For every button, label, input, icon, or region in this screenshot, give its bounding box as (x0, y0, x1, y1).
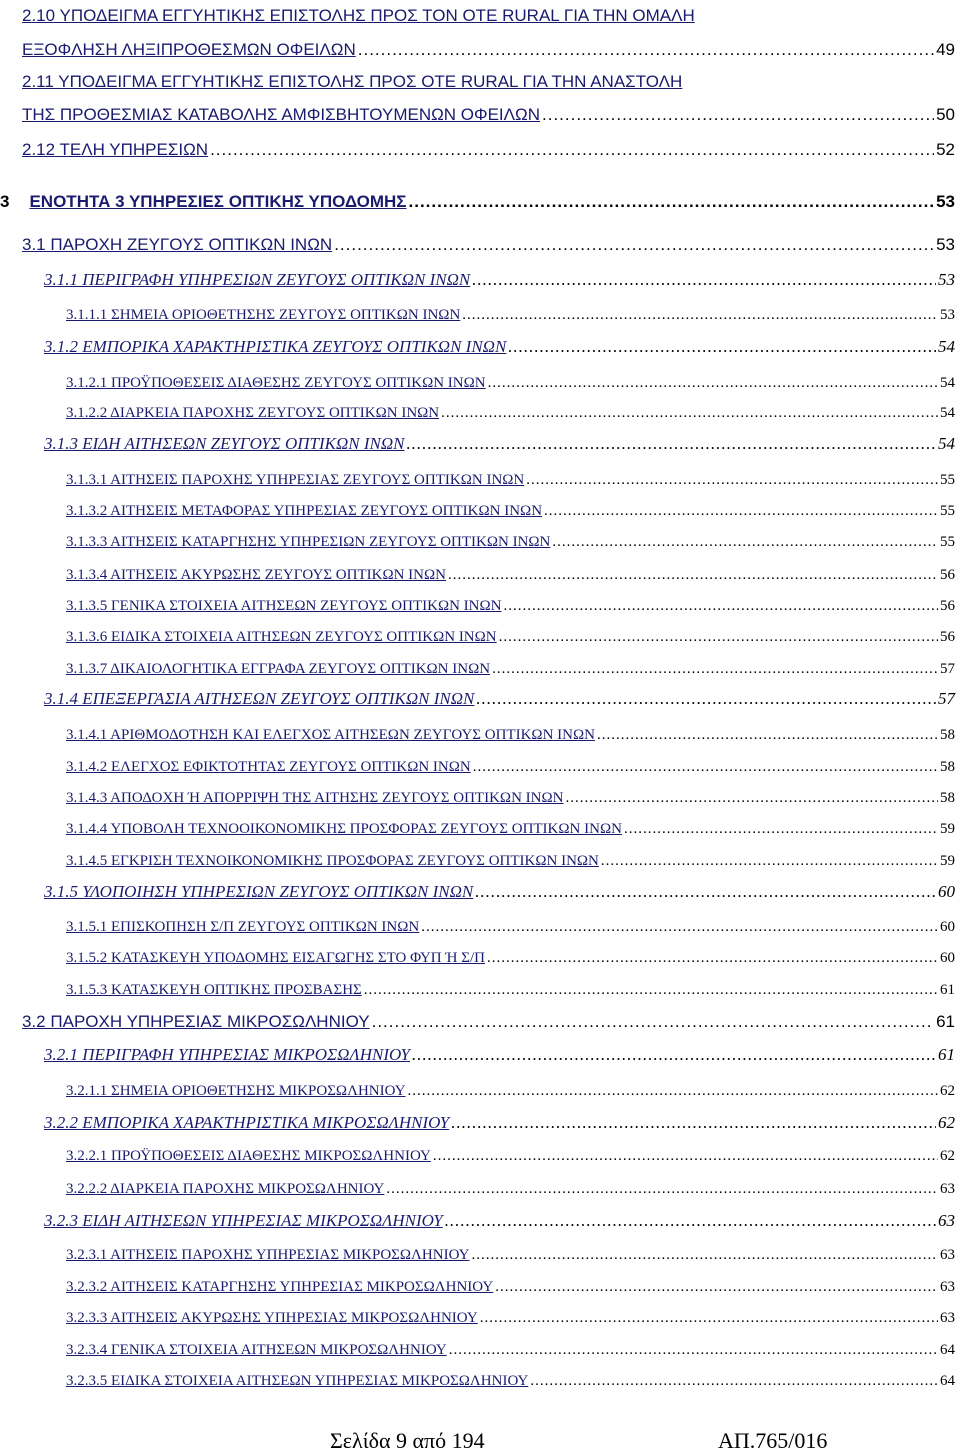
toc-entry-title[interactable]: 3.1.3.1 ΑΙΤΗΣΕΙΣ ΠΑΡΟΧΗΣ ΥΠΗΡΕΣΙΑΣ ΖΕΥΓΟΥΣ ΟΠΤΙΚΩΝ ΙΝΩΝ (66, 472, 525, 488)
toc-entry[interactable] (66, 368, 955, 392)
toc-entry-title[interactable]: 3.1 ΠΑΡΟΧΗ ΖΕΥΓΟΥΣ ΟΠΤΙΚΩΝ ΙΝΩΝ (22, 235, 333, 254)
toc-entry[interactable] (66, 752, 955, 776)
toc-page-number: 60 (940, 950, 955, 966)
toc-leader-dots (508, 337, 936, 357)
toc-leader-dots (495, 1279, 938, 1296)
toc-entry-title[interactable]: 3.1.1 ΠΕΡΙΓΡΑΦΗ ΥΠΗΡΕΣΙΩΝ ΖΕΥΓΟΥΣ ΟΠΤΙΚΩΝ ΙΝΩΝ (44, 270, 471, 289)
toc-entry-title[interactable]: 3.1.4.1 ΑΡΙΘΜΟΔΟΤΗΣΗ ΚΑΙ ΕΛΕΓΧΟΣ ΑΙΤΗΣΕΩΝ ΖΕΥΓΟΥΣ ΟΠΤΙΚΩΝ ΙΝΩΝ (66, 727, 595, 743)
toc-entry-title[interactable]: 2.11 ΥΠΟΔΕΙΓΜΑ ΕΓΓΥΗΤΙΚΗΣ ΕΠΙΣΤΟΛΗΣ ΠΡΟΣ ΟΤΕ RURAL ΓΙΑ ΤΗΝ ΑΝΑΣΤΟΛΗ (22, 72, 683, 91)
toc-entry[interactable] (22, 231, 955, 255)
toc-entry[interactable] (44, 1109, 955, 1133)
toc-page-number: 54 (938, 434, 955, 453)
toc-page-number: 55 (940, 534, 955, 550)
toc-entry-title[interactable]: 3.1.5 ΥΛΟΠΟΙΗΣΗ ΥΠΗΡΕΣΙΩΝ ΖΕΥΓΟΥΣ ΟΠΤΙΚΩΝ ΙΝΩΝ (44, 882, 474, 901)
toc-page-number: 62 (940, 1083, 955, 1099)
toc-entry-title[interactable]: ΕΞΟΦΛΗΣΗ ΛΗΞΙΠΡΟΘΕΣΜΩΝ ΟΦΕΙΛΩΝ (22, 40, 356, 59)
toc-leader-dots (445, 1211, 936, 1231)
toc-page-number: 61 (938, 1045, 955, 1064)
toc-entry-title[interactable]: 3.1.3.2 ΑΙΤΗΣΕΙΣ ΜΕΤΑΦΟΡΑΣ ΥΠΗΡΕΣΙΑΣ ΖΕΥΓΟΥΣ ΟΠΤΙΚΩΝ ΙΝΩΝ (66, 503, 543, 519)
toc-leader-dots (526, 472, 938, 489)
toc-entry-title[interactable]: 3.2.2.2 ΔΙΑΡΚΕΙΑ ΠΑΡΟΧΗΣ ΜΙΚΡΟΣΩΛΗΝΙΟΥ (66, 1181, 385, 1197)
toc-page-number: 60 (938, 882, 955, 901)
toc-entry[interactable] (66, 1335, 955, 1359)
toc-leader-dots (451, 1113, 936, 1133)
toc-leader-dots (449, 1342, 938, 1359)
toc-page-number: 56 (940, 567, 955, 583)
toc-page-number: 53 (936, 192, 955, 211)
toc-entry-title[interactable]: 3.1.2.1 ΠΡΟΫΠΟΘΕΣΕΙΣ ΔΙΑΘΕΣΗΣ ΖΕΥΓΟΥΣ ΟΠΤΙΚΩΝ ΙΝΩΝ (66, 375, 486, 391)
toc-entry[interactable] (44, 266, 955, 290)
toc-leader-dots (372, 1012, 934, 1032)
toc-entry-title[interactable]: 3.1.2 ΕΜΠΟΡΙΚΑ ΧΑΡΑΚΤΗΡΙΣΤΙΚΑ ΖΕΥΓΟΥΣ ΟΠΤΙΚΩΝ ΙΝΩΝ (44, 337, 507, 356)
toc-entry-title[interactable]: 3.2.1.1 ΣΗΜΕΙΑ ΟΡΙΟΘΕΤΗΣΗΣ ΜΙΚΡΟΣΩΛΗΝΙΟΥ (66, 1083, 406, 1099)
toc-page-number: 54 (940, 375, 955, 391)
toc-entry[interactable] (0, 188, 955, 212)
toc-entry[interactable] (66, 654, 955, 678)
toc-page-number: 54 (940, 405, 955, 421)
toc-page-number: 59 (940, 821, 955, 837)
toc-entry[interactable] (44, 333, 955, 357)
toc-page-number: 64 (940, 1373, 955, 1389)
toc-leader-dots (503, 598, 938, 615)
toc-entry-title[interactable]: 2.12 ΤΕΛΗ ΥΠΗΡΕΣΙΩΝ (22, 140, 209, 159)
toc-entry[interactable] (66, 465, 955, 489)
toc-leader-dots (601, 853, 938, 870)
toc-entry-title[interactable]: 3.1.3.6 ΕΙΔΙΚΑ ΣΤΟΙΧΕΙΑ ΑΙΤΗΣΕΩΝ ΖΕΥΓΟΥΣ ΟΠΤΙΚΩΝ ΙΝΩΝ (66, 629, 497, 645)
toc-entry[interactable] (22, 68, 955, 92)
toc-page-number: 63 (938, 1211, 955, 1230)
toc-entry[interactable] (22, 2, 955, 26)
toc-page-number: 52 (936, 140, 955, 159)
toc-entry[interactable] (44, 1041, 955, 1065)
toc-entry-title[interactable]: 3.2.3.1 ΑΙΤΗΣΕΙΣ ΠΑΡΟΧΗΣ ΥΠΗΡΕΣΙΑΣ ΜΙΚΡΟΣΩΛΗΝΙΟΥ (66, 1247, 470, 1263)
toc-page-number: 62 (938, 1113, 955, 1132)
toc-entry-title[interactable]: 3.1.4.5 ΕΓΚΡΙΣΗ ΤΕΧΝΟΙΚΟΝΟΜΙΚΗΣ ΠΡΟΣΦΟΡΑΣ ΖΕΥΓΟΥΣ ΟΠΤΙΚΩΝ ΙΝΩΝ (66, 853, 599, 869)
toc-entry-title[interactable]: 3.1.1.1 ΣΗΜΕΙΑ ΟΡΙΟΘΕΤΗΣΗΣ ΖΕΥΓΟΥΣ ΟΠΤΙΚΩΝ ΙΝΩΝ (66, 307, 461, 323)
toc-entry[interactable] (22, 36, 955, 60)
toc-leader-dots (499, 629, 938, 646)
toc-leader-dots (334, 235, 934, 255)
toc-page-number: 56 (940, 598, 955, 614)
toc-page-number: 61 (936, 1012, 955, 1031)
toc-leader-dots (409, 192, 935, 212)
toc-entry-title[interactable]: 3.1.3.7 ΔΙΚΑΙΟΛΟΓΗΤΙΚΑ ΕΓΓΡΑΦΑ ΖΕΥΓΟΥΣ ΟΠΤΙΚΩΝ ΙΝΩΝ (66, 661, 491, 677)
toc-leader-dots (407, 434, 936, 454)
toc-page-number: 63 (940, 1310, 955, 1326)
toc-entry[interactable] (66, 560, 955, 584)
toc-page-number: 53 (936, 235, 955, 254)
toc-leader-dots (462, 307, 938, 324)
toc-entry-title[interactable]: 3.1.5.2 ΚΑΤΑΣΚΕΥΗ ΥΠΟΔΟΜΗΣ ΕΙΣΑΓΩΓΗΣ ΣΤΟ ΦΥΠ Ή Σ/Π (66, 950, 485, 966)
toc-entry-title[interactable]: 3.1.4.4 ΥΠΟΒΟΛΗ ΤΕΧΝΟΟΙΚΟΝΟΜΙΚΗΣ ΠΡΟΣΦΟΡΑΣ ΖΕΥΓΟΥΣ ΟΠΤΙΚΩΝ ΙΝΩΝ (66, 821, 622, 837)
toc-entry[interactable] (66, 591, 955, 615)
toc-entry-title[interactable]: 3.1.5.3 ΚΑΤΑΣΚΕΥΗ ΟΠΤΙΚΗΣ ΠΡΟΣΒΑΣΗΣ (66, 982, 362, 998)
toc-leader-dots (473, 759, 938, 776)
toc-page-number: 54 (938, 337, 955, 356)
toc-entry[interactable] (66, 943, 955, 967)
toc-page-number: 57 (938, 689, 955, 708)
toc-entry[interactable] (22, 136, 955, 160)
toc-leader-dots (472, 1247, 938, 1264)
toc-leader-dots (210, 140, 934, 160)
toc-page-number: 58 (940, 790, 955, 806)
toc-leader-dots (472, 270, 936, 290)
toc-entry-title[interactable]: 3.2.2 ΕΜΠΟΡΙΚΑ ΧΑΡΑΚΤΗΡΙΣΤΙΚΑ ΜΙΚΡΟΣΩΛΗΝΙΟΥ (44, 1113, 450, 1132)
toc-entry[interactable] (66, 846, 955, 870)
toc-entry-title[interactable]: 2.10 ΥΠΟΔΕΙΓΜΑ ΕΓΓΥΗΤΙΚΗΣ ΕΠΙΣΤΟΛΗΣ ΠΡΟΣ ΤΟΝ ΟΤΕ RURAL ΓΙΑ ΤΗΝ ΟΜΑΛΗ (22, 6, 695, 25)
toc-page-number: 55 (940, 472, 955, 488)
toc-entry-title[interactable]: 3.1.3.3 ΑΙΤΗΣΕΙΣ ΚΑΤΑΡΓΗΣΗΣ ΥΠΗΡΕΣΙΩΝ ΖΕΥΓΟΥΣ ΟΠΤΙΚΩΝ ΙΝΩΝ (66, 534, 551, 550)
toc-entry-title[interactable]: 3.2 ΠΑΡΟΧΗ ΥΠΗΡΕΣΙΑΣ ΜΙΚΡΟΣΩΛΗΝΙΟΥ (22, 1012, 370, 1031)
toc-entry-title[interactable]: 3.1.4 ΕΠΕΞΕΡΓΑΣΙΑ ΑΙΤΗΣΕΩΝ ΖΕΥΓΟΥΣ ΟΠΤΙΚΩΝ ΙΝΩΝ (44, 689, 475, 708)
toc-entry-title[interactable]: 3.2.1 ΠΕΡΙΓΡΑΦΗ ΥΠΗΡΕΣΙΑΣ ΜΙΚΡΟΣΩΛΗΝΙΟΥ (44, 1045, 411, 1064)
toc-page-number: 60 (940, 919, 955, 935)
footer-page-number: Σελίδα 9 από 194 (330, 1428, 485, 1453)
toc-leader-dots (475, 882, 936, 902)
toc-entry-title[interactable]: ΕΝΟΤΗΤΑ 3 ΥΠΗΡΕΣΙΕΣ ΟΠΤΙΚΗΣ ΥΠΟΔΟΜΗΣ (29, 192, 407, 211)
toc-leader-dots (488, 375, 938, 392)
toc-leader-dots (476, 689, 936, 709)
toc-leader-dots (542, 105, 934, 125)
toc-leader-dots (408, 1083, 938, 1100)
toc-entry-title[interactable]: 3.1.4.3 ΑΠΟΔΟΧΗ Ή ΑΠΟΡΡΙΨΗ ΤΗΣ ΑΙΤΗΣΗΣ ΖΕΥΓΟΥΣ ΟΠΤΙΚΩΝ ΙΝΩΝ (66, 790, 564, 806)
toc-entry[interactable] (66, 975, 955, 999)
toc-entry-title[interactable]: 3.2.3.3 ΑΙΤΗΣΕΙΣ ΑΚΥΡΩΣΗΣ ΥΠΗΡΕΣΙΑΣ ΜΙΚΡΟΣΩΛΗΝΙΟΥ (66, 1310, 478, 1326)
toc-entry-title[interactable]: 3.2.3.5 ΕΙΔΙΚΑ ΣΤΟΙΧΕΙΑ ΑΙΤΗΣΕΩΝ ΥΠΗΡΕΣΙΑΣ ΜΙΚΡΟΣΩΛΗΝΙΟΥ (66, 1373, 529, 1389)
toc-page-number: 63 (940, 1279, 955, 1295)
toc-entry[interactable] (66, 783, 955, 807)
toc-entry[interactable] (66, 814, 955, 838)
toc-leader-dots (441, 405, 938, 422)
toc-leader-dots (421, 919, 938, 936)
toc-entry[interactable] (66, 1141, 955, 1165)
toc-leader-dots (624, 821, 938, 838)
toc-leader-dots (552, 534, 938, 551)
toc-leader-dots (412, 1045, 936, 1065)
toc-entry-title[interactable]: 3.2.2.1 ΠΡΟΫΠΟΘΕΣΕΙΣ ΔΙΑΘΕΣΗΣ ΜΙΚΡΟΣΩΛΗΝΙΟΥ (66, 1148, 431, 1164)
toc-entry-title[interactable]: 3.1.4.2 ΕΛΕΓΧΟΣ ΕΦΙΚΤΟΤΗΤΑΣ ΖΕΥΓΟΥΣ ΟΠΤΙΚΩΝ ΙΝΩΝ (66, 759, 471, 775)
toc-leader-dots (530, 1373, 938, 1390)
toc-entry-title[interactable]: 3.1.3.5 ΓΕΝΙΚΑ ΣΤΟΙΧΕΙΑ ΑΙΤΗΣΕΩΝ ΖΕΥΓΟΥΣ ΟΠΤΙΚΩΝ ΙΝΩΝ (66, 598, 502, 614)
toc-entry-title[interactable]: ΤΗΣ ΠΡΟΘΕΣΜΙΑΣ ΚΑΤΑΒΟΛΗΣ ΑΜΦΙΣΒΗΤΟΥΜΕΝΩΝ ΟΦΕΙΛΩΝ (22, 105, 540, 124)
toc-entry[interactable] (66, 300, 955, 324)
toc-page-number: 56 (940, 629, 955, 645)
toc-page-number: 55 (940, 503, 955, 519)
toc-entry[interactable] (22, 101, 955, 125)
toc-leader-dots (480, 1310, 938, 1327)
toc-entry[interactable] (66, 398, 955, 422)
toc-leader-dots (448, 567, 938, 584)
toc-entry[interactable] (66, 1272, 955, 1296)
toc-entry[interactable] (66, 1366, 955, 1390)
toc-entry[interactable] (66, 1076, 955, 1100)
toc-page-number: 53 (940, 307, 955, 323)
toc-page-number: 64 (940, 1342, 955, 1358)
toc-page-number: 63 (940, 1247, 955, 1263)
toc-page-number: 61 (940, 982, 955, 998)
toc-leader-dots (492, 661, 938, 678)
toc-entry[interactable] (44, 878, 955, 902)
toc-entry-title[interactable]: 3.2.3.2 ΑΙΤΗΣΕΙΣ ΚΑΤΑΡΓΗΣΗΣ ΥΠΗΡΕΣΙΑΣ ΜΙΚΡΟΣΩΛΗΝΙΟΥ (66, 1279, 494, 1295)
toc-leader-dots (597, 727, 938, 744)
toc-entry-title[interactable]: 3.2.3 ΕΙΔΗ ΑΙΤΗΣΕΩΝ ΥΠΗΡΕΣΙΑΣ ΜΙΚΡΟΣΩΛΗΝΙΟΥ (44, 1211, 443, 1230)
toc-leader-dots (364, 982, 938, 999)
toc-leader-dots (487, 950, 938, 967)
toc-leader-dots (386, 1181, 938, 1198)
toc-leader-dots (358, 40, 934, 60)
toc-page-number: 63 (940, 1181, 955, 1197)
toc-entry[interactable] (66, 527, 955, 551)
toc-page-number: 59 (940, 853, 955, 869)
toc-page-number: 50 (936, 105, 955, 124)
toc-leader-dots (433, 1148, 938, 1165)
toc-entry[interactable] (66, 720, 955, 744)
toc-entry-title[interactable]: 3.1.3.4 ΑΙΤΗΣΕΙΣ ΑΚΥΡΩΣΗΣ ΖΕΥΓΟΥΣ ΟΠΤΙΚΩΝ ΙΝΩΝ (66, 567, 446, 583)
toc-page-number: 58 (940, 727, 955, 743)
toc-entry-title[interactable]: 3.2.3.4 ΓΕΝΙΚΑ ΣΤΟΙΧΕΙΑ ΑΙΤΗΣΕΩΝ ΜΙΚΡΟΣΩΛΗΝΙΟΥ (66, 1342, 447, 1358)
toc-entry[interactable] (44, 430, 955, 454)
toc-entry-title[interactable]: 3.1.3 ΕΙΔΗ ΑΙΤΗΣΕΩΝ ΖΕΥΓΟΥΣ ΟΠΤΙΚΩΝ ΙΝΩΝ (44, 434, 405, 453)
toc-leader-dots (565, 790, 938, 807)
footer-document-reference: ΑΠ.765/016 (718, 1428, 828, 1453)
toc-page-number: 62 (940, 1148, 955, 1164)
toc-entry[interactable] (66, 1174, 955, 1198)
toc-entry-title[interactable]: 3.1.2.2 ΔΙΑΡΚΕΙΑ ΠΑΡΟΧΗΣ ΖΕΥΓΟΥΣ ΟΠΤΙΚΩΝ ΙΝΩΝ (66, 405, 440, 421)
toc-chapter-number: 3 (0, 192, 10, 211)
toc-leader-dots (544, 503, 938, 520)
toc-entry[interactable] (66, 622, 955, 646)
toc-entry[interactable] (66, 1303, 955, 1327)
toc-entry[interactable] (22, 1008, 955, 1032)
toc-entry[interactable] (44, 685, 955, 709)
toc-entry[interactable] (66, 1240, 955, 1264)
toc-entry-title[interactable]: 3.1.5.1 ΕΠΙΣΚΟΠΗΣΗ Σ/Π ΖΕΥΓΟΥΣ ΟΠΤΙΚΩΝ ΙΝΩΝ (66, 919, 420, 935)
toc-entry[interactable] (66, 912, 955, 936)
toc-page-number: 53 (938, 270, 955, 289)
toc-page-number: 49 (936, 40, 955, 59)
toc-page-number: 58 (940, 759, 955, 775)
toc-entry[interactable] (66, 496, 955, 520)
toc-entry[interactable] (44, 1207, 955, 1231)
toc-page-number: 57 (940, 661, 955, 677)
